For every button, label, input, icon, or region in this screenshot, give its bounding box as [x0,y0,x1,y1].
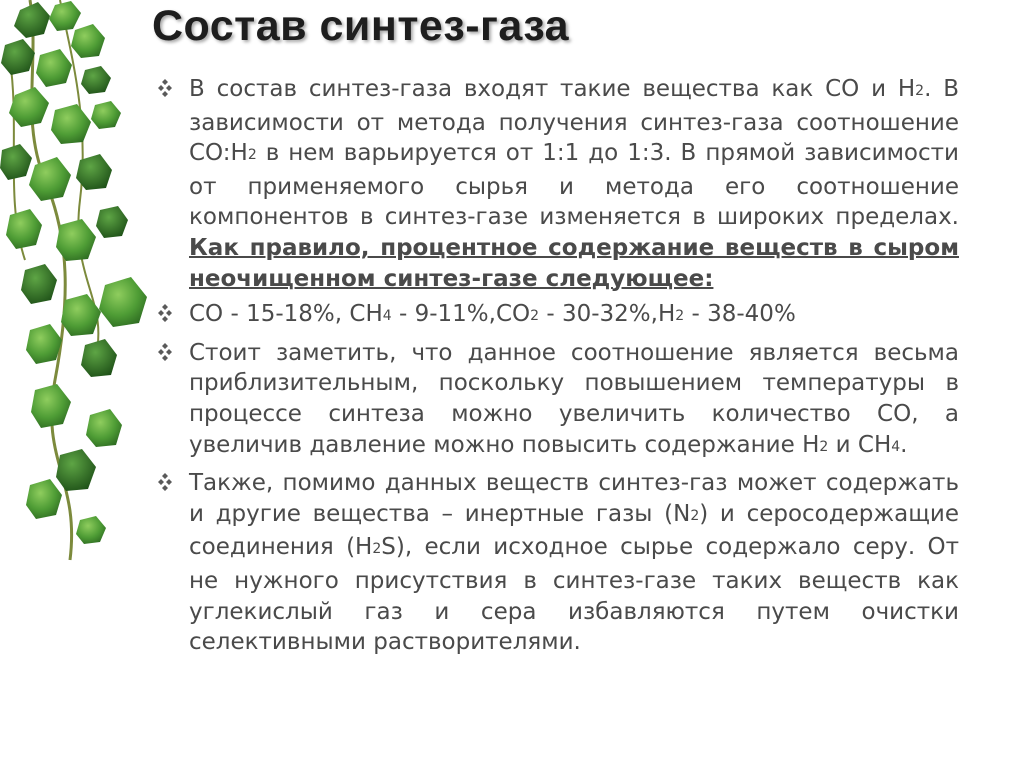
text-run: В состав синтез-газа входят такие вещества как CO и H [189,76,916,102]
text-run: - 9-11%,CO [391,301,531,328]
subscript: 4 [382,308,392,325]
subscript: 2 [690,507,700,524]
ivy-vine-illustration [0,0,160,600]
subscript: 2 [372,541,382,558]
bullet-item-impurities [155,468,959,658]
subscript: 2 [247,147,257,164]
bullet-item-composition [155,74,959,294]
text-run: - 38-40% [684,301,796,328]
text-run: CO - 15-18%, CH [189,301,383,328]
four-diamond-bullet-icon [155,303,175,323]
subscript: 2 [675,308,685,325]
slide-title: Состав синтез-газа [152,2,570,50]
text-run: ) и серосодержащие соединения (H [189,500,959,561]
four-diamond-bullet-icon [155,472,175,492]
text-run: . [900,431,908,458]
emphasized-text: Как правило, процентное содержание веществ в сыром неочищенном синтез-газе следующее: [189,234,959,292]
text-run: Стоит заметить, что данное соотношение является весьма приблизительным, поскольку повышением температуры в процессе синтеза можно увеличить количество CO, а увеличив давление можно повысить содержание H [189,339,959,458]
subscript: 4 [891,438,901,455]
four-diamond-bullet-icon [155,342,175,362]
bullet-item-note [155,338,959,463]
text-run: Также, помимо данных веществ синтез-газ может содержать и другие вещества – инертные газы (N [189,470,959,527]
subscript: 2 [530,308,540,325]
subscript: 2 [915,83,925,99]
text-run: и CH [828,431,892,458]
text-run: S), если исходное сырье содержало серу. От не нужного присутствия в синтез-газе таких веществ как углекислый газ и сера избавляются путем очистки селективными растворителями. [189,534,959,656]
text-run: - 30-32%,H [539,301,676,328]
bullet-item-percentages [155,299,959,333]
four-diamond-bullet-icon [155,78,175,98]
subscript: 2 [819,438,829,455]
text-run: в нем варьируется от 1:1 до 1:3. В прямой зависимости от применяемого сырья и метода его соотношение компонентов в синтез-газе изменяется в широких пределах. [189,140,959,231]
text-run: . В зависимости от метода получения синтез-газа соотношение CO:H [189,76,959,167]
slide-content [155,74,959,663]
